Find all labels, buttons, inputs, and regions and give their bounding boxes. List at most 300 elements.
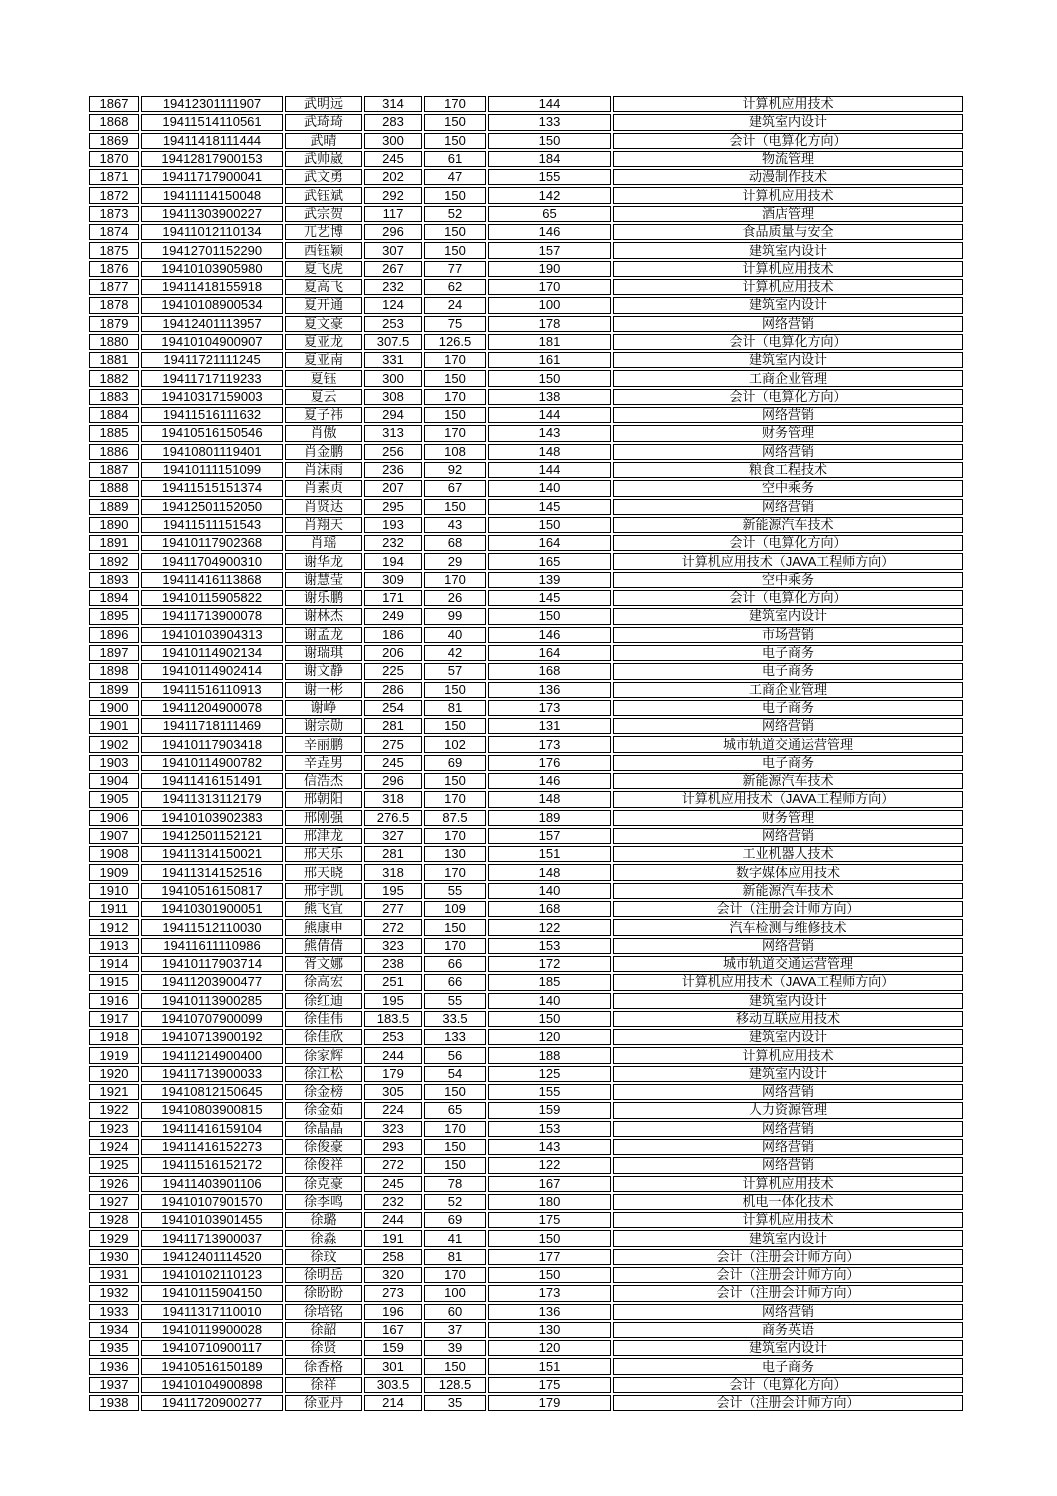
score-b-cell: 173: [488, 736, 611, 752]
major-cell: 网络营销: [613, 316, 963, 332]
total-score-cell: 253: [364, 1029, 422, 1045]
table-row: [89, 151, 963, 167]
major-cell: 电子商务: [613, 700, 963, 716]
student-name-cell: 谢乐鹏: [285, 590, 362, 606]
score-a-cell: 150: [424, 919, 486, 935]
score-b-cell: 189: [488, 810, 611, 826]
serial-number-cell: 1927: [89, 1194, 139, 1210]
exam-id-cell: 19410707900099: [141, 1011, 283, 1027]
score-b-cell: 136: [488, 682, 611, 698]
exam-id-cell: 19412501152050: [141, 499, 283, 515]
serial-number-cell: 1919: [89, 1047, 139, 1063]
student-name-cell: 徐祥: [285, 1377, 362, 1393]
total-score-cell: 179: [364, 1066, 422, 1082]
table-row: [89, 499, 963, 515]
serial-number-cell: 1923: [89, 1121, 139, 1137]
table-row: [89, 114, 963, 130]
exam-id-cell: 19411403901106: [141, 1176, 283, 1192]
total-score-cell: 296: [364, 224, 422, 240]
student-name-cell: 徐高宏: [285, 974, 362, 990]
serial-number-cell: 1909: [89, 864, 139, 880]
major-cell: 网络营销: [613, 1157, 963, 1173]
exam-id-cell: 19411204900078: [141, 700, 283, 716]
serial-number-cell: 1936: [89, 1358, 139, 1374]
total-score-cell: 159: [364, 1340, 422, 1356]
table-row: [89, 1047, 963, 1063]
major-cell: 建筑室内设计: [613, 1340, 963, 1356]
serial-number-cell: 1888: [89, 480, 139, 496]
exam-id-cell: 19410104900898: [141, 1377, 283, 1393]
serial-number-cell: 1930: [89, 1249, 139, 1265]
student-name-cell: 徐培铭: [285, 1304, 362, 1320]
score-b-cell: 180: [488, 1194, 611, 1210]
exam-id-cell: 19411416152273: [141, 1139, 283, 1155]
student-name-cell: 徐璐: [285, 1212, 362, 1228]
score-a-cell: 100: [424, 1285, 486, 1301]
major-cell: 网络营销: [613, 499, 963, 515]
table-row: [89, 736, 963, 752]
score-b-cell: 179: [488, 1395, 611, 1411]
major-cell: 计算机应用技术（JAVA工程师方向）: [613, 553, 963, 569]
table-row: [89, 1102, 963, 1118]
total-score-cell: 232: [364, 535, 422, 551]
exam-id-cell: 19410516150189: [141, 1358, 283, 1374]
serial-number-cell: 1877: [89, 279, 139, 295]
score-b-cell: 140: [488, 883, 611, 899]
major-cell: 会计（注册会计师方向）: [613, 1395, 963, 1411]
score-b-cell: 188: [488, 1047, 611, 1063]
major-cell: 汽车检测与维修技术: [613, 919, 963, 935]
serial-number-cell: 1908: [89, 846, 139, 862]
exam-id-cell: 19410117903418: [141, 736, 283, 752]
score-b-cell: 157: [488, 242, 611, 258]
student-name-cell: 谢华龙: [285, 553, 362, 569]
student-name-cell: 谢峥: [285, 700, 362, 716]
score-a-cell: 47: [424, 169, 486, 185]
student-name-cell: 徐佳欣: [285, 1029, 362, 1045]
student-name-cell: 夏开通: [285, 297, 362, 313]
major-cell: 财务管理: [613, 810, 963, 826]
score-a-cell: 170: [424, 938, 486, 954]
student-name-cell: 徐韶: [285, 1322, 362, 1338]
score-a-cell: 29: [424, 553, 486, 569]
exam-id-cell: 19411516111632: [141, 407, 283, 423]
student-name-cell: 熊飞宜: [285, 901, 362, 917]
major-cell: 电子商务: [613, 1358, 963, 1374]
total-score-cell: 249: [364, 608, 422, 624]
exam-id-cell: 19412401114520: [141, 1249, 283, 1265]
major-cell: 机电一体化技术: [613, 1194, 963, 1210]
table-row: [89, 169, 963, 185]
major-cell: 建筑室内设计: [613, 1066, 963, 1082]
serial-number-cell: 1929: [89, 1230, 139, 1246]
score-a-cell: 26: [424, 590, 486, 606]
score-b-cell: 150: [488, 370, 611, 386]
table-row: [89, 883, 963, 899]
student-name-cell: 谢文静: [285, 663, 362, 679]
total-score-cell: 202: [364, 169, 422, 185]
exam-id-cell: 19411012110134: [141, 224, 283, 240]
score-b-cell: 190: [488, 261, 611, 277]
score-a-cell: 150: [424, 773, 486, 789]
total-score-cell: 256: [364, 444, 422, 460]
score-b-cell: 142: [488, 187, 611, 203]
student-name-cell: 夏亚龙: [285, 334, 362, 350]
exam-id-cell: 19411511151543: [141, 517, 283, 533]
table-row: [89, 1157, 963, 1173]
major-cell: 网络营销: [613, 1084, 963, 1100]
score-b-cell: 155: [488, 1084, 611, 1100]
serial-number-cell: 1893: [89, 572, 139, 588]
major-cell: 建筑室内设计: [613, 242, 963, 258]
serial-number-cell: 1894: [89, 590, 139, 606]
score-b-cell: 151: [488, 846, 611, 862]
exam-id-cell: 19410107901570: [141, 1194, 283, 1210]
major-cell: 物流管理: [613, 151, 963, 167]
student-name-cell: 夏文豪: [285, 316, 362, 332]
student-name-cell: 徐明岳: [285, 1267, 362, 1283]
score-a-cell: 77: [424, 261, 486, 277]
major-cell: 计算机应用技术（JAVA工程师方向）: [613, 791, 963, 807]
serial-number-cell: 1867: [89, 96, 139, 112]
exam-id-cell: 19411416113868: [141, 572, 283, 588]
major-cell: 粮食工程技术: [613, 462, 963, 478]
major-cell: 计算机应用技术: [613, 1212, 963, 1228]
score-b-cell: 172: [488, 956, 611, 972]
total-score-cell: 307.5: [364, 334, 422, 350]
student-name-cell: 徐贤: [285, 1340, 362, 1356]
student-name-cell: 谢慧莹: [285, 572, 362, 588]
table-row: [89, 590, 963, 606]
table-row: [89, 352, 963, 368]
student-name-cell: 肖贤达: [285, 499, 362, 515]
table-row: [89, 1194, 963, 1210]
score-b-cell: 146: [488, 773, 611, 789]
score-a-cell: 150: [424, 1157, 486, 1173]
score-a-cell: 150: [424, 682, 486, 698]
score-a-cell: 102: [424, 736, 486, 752]
score-b-cell: 151: [488, 1358, 611, 1374]
serial-number-cell: 1924: [89, 1139, 139, 1155]
serial-number-cell: 1902: [89, 736, 139, 752]
table-row: [89, 187, 963, 203]
serial-number-cell: 1918: [89, 1029, 139, 1045]
table-row: [89, 572, 963, 588]
major-cell: 建筑室内设计: [613, 1029, 963, 1045]
serial-number-cell: 1928: [89, 1212, 139, 1228]
score-b-cell: 175: [488, 1212, 611, 1228]
score-b-cell: 153: [488, 938, 611, 954]
table-row: [89, 1267, 963, 1283]
student-name-cell: 武琦琦: [285, 114, 362, 130]
student-name-cell: 武晴: [285, 133, 362, 149]
score-a-cell: 33.5: [424, 1011, 486, 1027]
score-table: [87, 94, 965, 1413]
score-b-cell: 153: [488, 1121, 611, 1137]
total-score-cell: 323: [364, 938, 422, 954]
total-score-cell: 276.5: [364, 810, 422, 826]
total-score-cell: 305: [364, 1084, 422, 1100]
table-row: [89, 1358, 963, 1374]
total-score-cell: 258: [364, 1249, 422, 1265]
total-score-cell: 275: [364, 736, 422, 752]
exam-id-cell: 19410108900534: [141, 297, 283, 313]
major-cell: 计算机应用技术: [613, 1176, 963, 1192]
table-row: [89, 1249, 963, 1265]
table-row: [89, 755, 963, 771]
student-name-cell: 肖翔天: [285, 517, 362, 533]
serial-number-cell: 1900: [89, 700, 139, 716]
table-row: [89, 316, 963, 332]
total-score-cell: 309: [364, 572, 422, 588]
table-row: [89, 261, 963, 277]
table-row: [89, 1377, 963, 1393]
exam-id-cell: 19411418111444: [141, 133, 283, 149]
score-a-cell: 150: [424, 370, 486, 386]
score-b-cell: 173: [488, 700, 611, 716]
student-name-cell: 徐李鸣: [285, 1194, 362, 1210]
score-b-cell: 143: [488, 425, 611, 441]
score-b-cell: 130: [488, 1322, 611, 1338]
exam-id-cell: 19411516110913: [141, 682, 283, 698]
exam-id-cell: 19410114902134: [141, 645, 283, 661]
serial-number-cell: 1904: [89, 773, 139, 789]
student-name-cell: 武文勇: [285, 169, 362, 185]
score-a-cell: 170: [424, 864, 486, 880]
student-name-cell: 辛丽鹏: [285, 736, 362, 752]
score-a-cell: 54: [424, 1066, 486, 1082]
exam-id-cell: 19410111151099: [141, 462, 283, 478]
score-b-cell: 150: [488, 1011, 611, 1027]
score-b-cell: 168: [488, 901, 611, 917]
serial-number-cell: 1905: [89, 791, 139, 807]
score-a-cell: 39: [424, 1340, 486, 1356]
table-row: [89, 993, 963, 1009]
serial-number-cell: 1922: [89, 1102, 139, 1118]
serial-number-cell: 1913: [89, 938, 139, 954]
score-b-cell: 143: [488, 1139, 611, 1155]
score-b-cell: 136: [488, 1304, 611, 1320]
serial-number-cell: 1932: [89, 1285, 139, 1301]
score-a-cell: 150: [424, 114, 486, 130]
major-cell: 工商企业管理: [613, 370, 963, 386]
score-b-cell: 185: [488, 974, 611, 990]
table-row: [89, 1230, 963, 1246]
student-name-cell: 武宗贺: [285, 206, 362, 222]
major-cell: 网络营销: [613, 828, 963, 844]
serial-number-cell: 1907: [89, 828, 139, 844]
total-score-cell: 244: [364, 1047, 422, 1063]
major-cell: 工业机器人技术: [613, 846, 963, 862]
score-b-cell: 184: [488, 151, 611, 167]
score-b-cell: 170: [488, 279, 611, 295]
major-cell: 食品质量与安全: [613, 224, 963, 240]
table-row: [89, 956, 963, 972]
score-b-cell: 148: [488, 791, 611, 807]
exam-id-cell: 19411717119233: [141, 370, 283, 386]
table-row: [89, 407, 963, 423]
total-score-cell: 167: [364, 1322, 422, 1338]
student-name-cell: 谢林杰: [285, 608, 362, 624]
serial-number-cell: 1903: [89, 755, 139, 771]
exam-id-cell: 19411303900227: [141, 206, 283, 222]
total-score-cell: 207: [364, 480, 422, 496]
total-score-cell: 183.5: [364, 1011, 422, 1027]
total-score-cell: 196: [364, 1304, 422, 1320]
serial-number-cell: 1883: [89, 389, 139, 405]
total-score-cell: 313: [364, 425, 422, 441]
student-name-cell: 肖沫雨: [285, 462, 362, 478]
student-name-cell: 徐玟: [285, 1249, 362, 1265]
major-cell: 计算机应用技术: [613, 1047, 963, 1063]
serial-number-cell: 1937: [89, 1377, 139, 1393]
major-cell: 城市轨道交通运营管理: [613, 736, 963, 752]
score-a-cell: 40: [424, 627, 486, 643]
table-row: [89, 608, 963, 624]
exam-id-cell: 19410710900117: [141, 1340, 283, 1356]
major-cell: 建筑室内设计: [613, 608, 963, 624]
score-a-cell: 69: [424, 755, 486, 771]
table-row: [89, 462, 963, 478]
table-row: [89, 1176, 963, 1192]
table-row: [89, 297, 963, 313]
table-row: [89, 553, 963, 569]
major-cell: 新能源汽车技术: [613, 517, 963, 533]
table-row: [89, 279, 963, 295]
score-a-cell: 150: [424, 187, 486, 203]
total-score-cell: 303.5: [364, 1377, 422, 1393]
student-name-cell: 西钰颖: [285, 242, 362, 258]
exam-id-cell: 19411317110010: [141, 1304, 283, 1320]
score-b-cell: 133: [488, 114, 611, 130]
score-b-cell: 150: [488, 517, 611, 533]
total-score-cell: 318: [364, 791, 422, 807]
serial-number-cell: 1891: [89, 535, 139, 551]
score-a-cell: 41: [424, 1230, 486, 1246]
table-row: [89, 133, 963, 149]
score-a-cell: 43: [424, 517, 486, 533]
table-row: [89, 224, 963, 240]
serial-number-cell: 1889: [89, 499, 139, 515]
exam-id-cell: 19410812150645: [141, 1084, 283, 1100]
serial-number-cell: 1874: [89, 224, 139, 240]
table-row: [89, 919, 963, 935]
table-row: [89, 938, 963, 954]
total-score-cell: 292: [364, 187, 422, 203]
table-row: [89, 700, 963, 716]
exam-id-cell: 19410102110123: [141, 1267, 283, 1283]
exam-id-cell: 19411214900400: [141, 1047, 283, 1063]
table-row: [89, 334, 963, 350]
serial-number-cell: 1895: [89, 608, 139, 624]
total-score-cell: 307: [364, 242, 422, 258]
major-cell: 财务管理: [613, 425, 963, 441]
total-score-cell: 171: [364, 590, 422, 606]
serial-number-cell: 1934: [89, 1322, 139, 1338]
exam-id-cell: 19410115904150: [141, 1285, 283, 1301]
score-a-cell: 150: [424, 133, 486, 149]
score-b-cell: 150: [488, 608, 611, 624]
score-a-cell: 150: [424, 407, 486, 423]
score-a-cell: 108: [424, 444, 486, 460]
score-a-cell: 150: [424, 1084, 486, 1100]
score-a-cell: 150: [424, 718, 486, 734]
major-cell: 电子商务: [613, 755, 963, 771]
score-b-cell: 164: [488, 535, 611, 551]
score-b-cell: 167: [488, 1176, 611, 1192]
serial-number-cell: 1921: [89, 1084, 139, 1100]
exam-id-cell: 19411611110986: [141, 938, 283, 954]
score-b-cell: 159: [488, 1102, 611, 1118]
table-row: [89, 206, 963, 222]
exam-id-cell: 19412817900153: [141, 151, 283, 167]
score-a-cell: 35: [424, 1395, 486, 1411]
major-cell: 电子商务: [613, 663, 963, 679]
student-name-cell: 徐俊豪: [285, 1139, 362, 1155]
score-a-cell: 56: [424, 1047, 486, 1063]
score-b-cell: 157: [488, 828, 611, 844]
score-b-cell: 120: [488, 1029, 611, 1045]
serial-number-cell: 1938: [89, 1395, 139, 1411]
table-row: [89, 627, 963, 643]
exam-id-cell: 19411314152516: [141, 864, 283, 880]
major-cell: 计算机应用技术: [613, 279, 963, 295]
major-cell: 会计（注册会计师方向）: [613, 901, 963, 917]
score-a-cell: 170: [424, 425, 486, 441]
score-b-cell: 144: [488, 407, 611, 423]
total-score-cell: 272: [364, 919, 422, 935]
student-name-cell: 武钰斌: [285, 187, 362, 203]
table-row: [89, 389, 963, 405]
serial-number-cell: 1870: [89, 151, 139, 167]
score-a-cell: 150: [424, 224, 486, 240]
major-cell: 会计（电算化方向）: [613, 590, 963, 606]
score-a-cell: 170: [424, 572, 486, 588]
score-a-cell: 62: [424, 279, 486, 295]
major-cell: 会计（注册会计师方向）: [613, 1267, 963, 1283]
exam-id-cell: 19411721111245: [141, 352, 283, 368]
exam-id-cell: 19411416151491: [141, 773, 283, 789]
table-row: [89, 480, 963, 496]
total-score-cell: 286: [364, 682, 422, 698]
exam-id-cell: 19411514110561: [141, 114, 283, 130]
serial-number-cell: 1873: [89, 206, 139, 222]
score-b-cell: 150: [488, 1230, 611, 1246]
major-cell: 计算机应用技术: [613, 261, 963, 277]
exam-id-cell: 19410801119401: [141, 444, 283, 460]
score-a-cell: 170: [424, 828, 486, 844]
serial-number-cell: 1933: [89, 1304, 139, 1320]
major-cell: 动漫制作技术: [613, 169, 963, 185]
exam-id-cell: 19410117903714: [141, 956, 283, 972]
total-score-cell: 224: [364, 1102, 422, 1118]
score-a-cell: 150: [424, 1358, 486, 1374]
exam-id-cell: 19410104900907: [141, 334, 283, 350]
table-row: [89, 682, 963, 698]
total-score-cell: 245: [364, 1176, 422, 1192]
major-cell: 网络营销: [613, 1139, 963, 1155]
major-cell: 商务英语: [613, 1322, 963, 1338]
table-row: [89, 645, 963, 661]
table-row: [89, 663, 963, 679]
serial-number-cell: 1898: [89, 663, 139, 679]
total-score-cell: 206: [364, 645, 422, 661]
major-cell: 会计（电算化方向）: [613, 389, 963, 405]
serial-number-cell: 1871: [89, 169, 139, 185]
table-row: [89, 1285, 963, 1301]
exam-id-cell: 19411713900078: [141, 608, 283, 624]
score-a-cell: 170: [424, 1267, 486, 1283]
